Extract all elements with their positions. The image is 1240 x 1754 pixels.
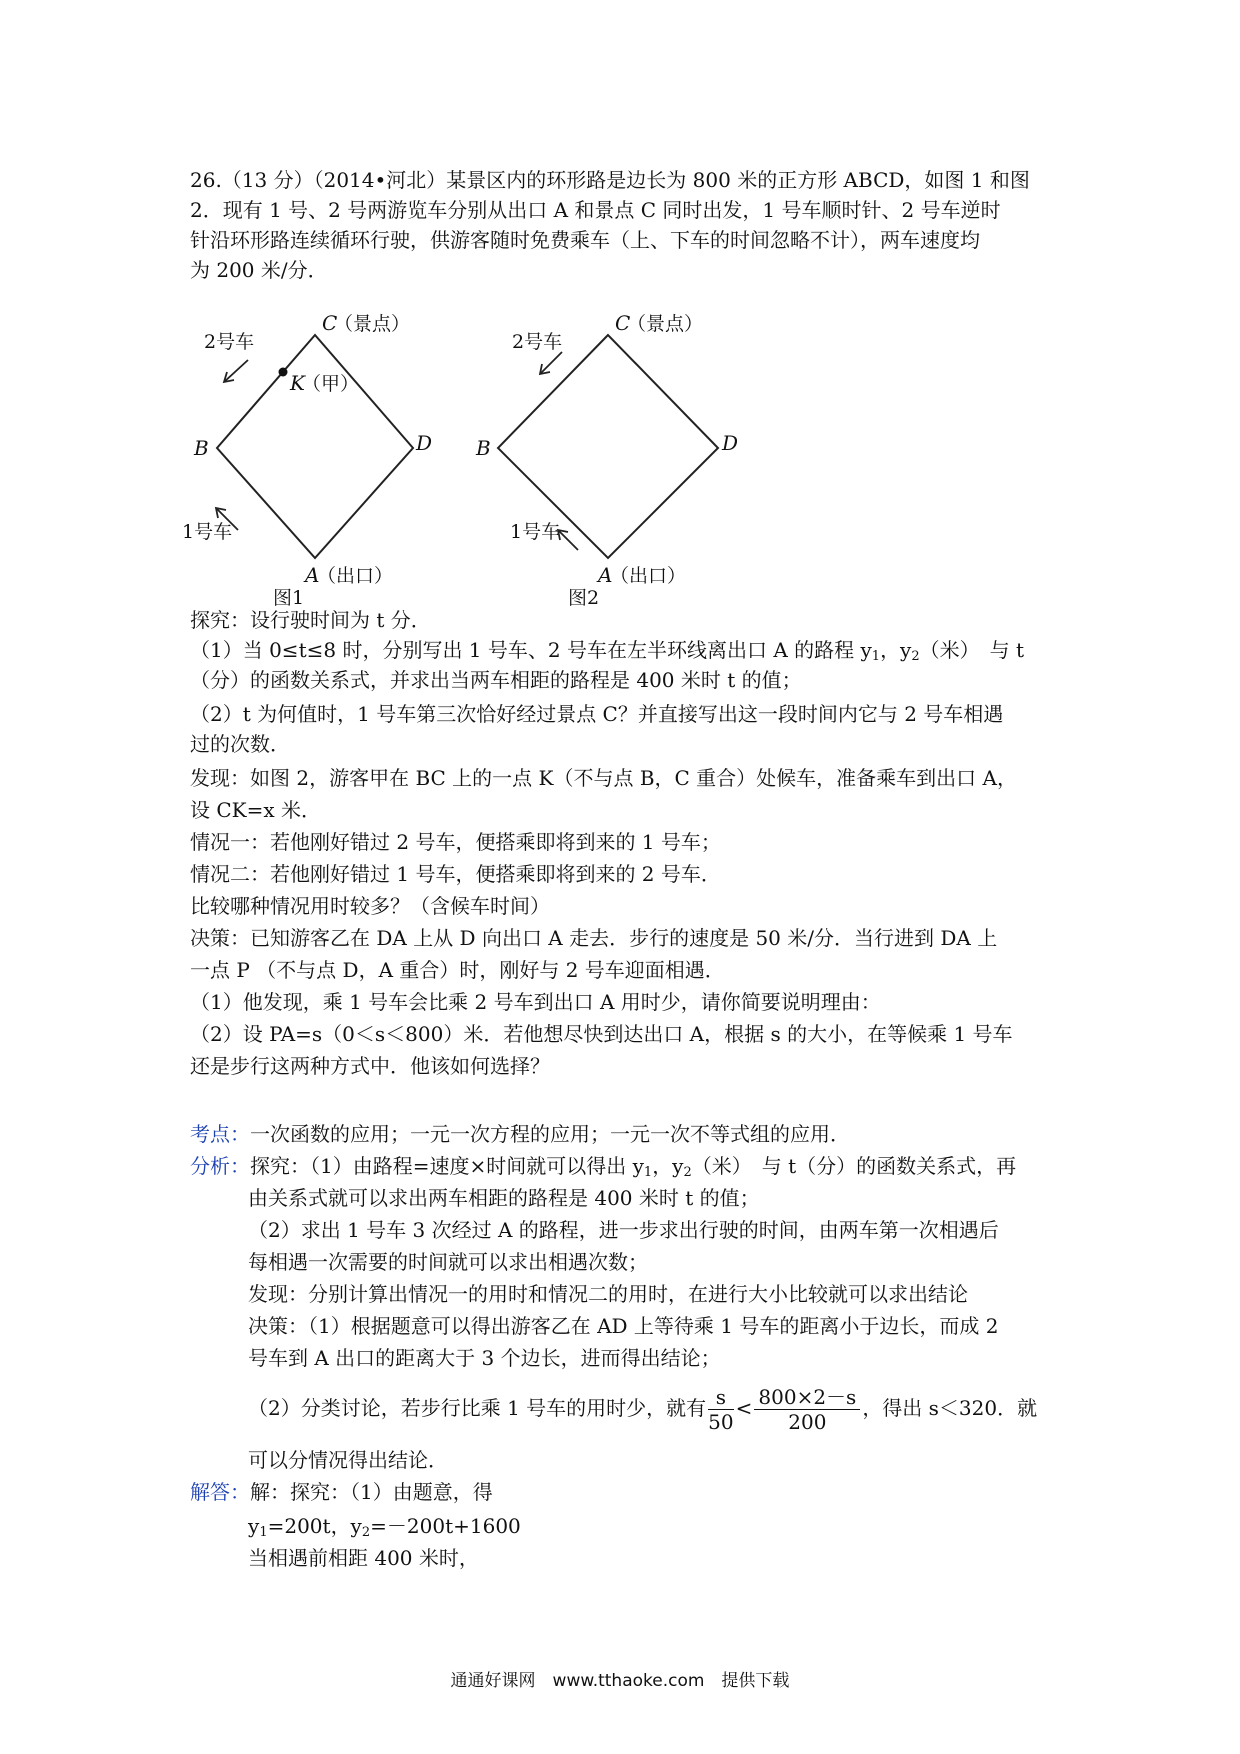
label-b: B — [476, 436, 491, 460]
answer-line: 解答：解：探究：（1）由题意，得 — [190, 1480, 493, 1504]
answer-label: 解答： — [190, 1480, 250, 1504]
label-k-note: （甲） — [302, 373, 360, 395]
figure-1-diagram — [180, 300, 470, 610]
kaodian-label: 考点： — [190, 1122, 250, 1146]
label-k: K — [290, 371, 305, 395]
car-1-label: 1号车 — [182, 521, 233, 543]
discover-line: 设 CK=x 米． — [190, 798, 321, 822]
point-k-marker — [279, 368, 288, 377]
explore-q2-cont: 过的次数． — [190, 732, 290, 756]
problem-header: 26.（13 分）（2014•河北）某景区内的环形路是边长为 800 米的正方形 ABCD，如图 1 和图 — [190, 168, 1030, 192]
problem-line: 2．现有 1 号、2 号两游览车分别从出口 A 和景点 C 同时出发，1 号车顺时针、2 号车逆时 — [190, 198, 1001, 222]
car-1-arrow-icon — [558, 530, 578, 550]
car-2-label: 2号车 — [204, 331, 255, 353]
problem-line: 针沿环形路连续循环行驶，供游客随时免费乘车（上、下车的时间忽略不计），两车速度均 — [190, 228, 980, 252]
fenxi-line: （2）求出 1 号车 3 次经过 A 的路程，进一步求出行驶的时间，由两车第一次相遇后 — [248, 1218, 999, 1242]
discover-line: 发现：如图 2，游客甲在 BC 上的一点 K（不与点 B，C 重合）处候车，准备乘车到出口 A， — [190, 766, 1017, 790]
fenxi-line: 决策：（1）根据题意可以得出游客乙在 AD 上等待乘 1 号车的距离小于边长，而成 2 — [248, 1314, 999, 1338]
label-b: B — [194, 436, 209, 460]
car-1-label: 1号车 — [510, 521, 561, 543]
fraction-1600-minus-s-over-200: $\frac{800\times 2-s}{200}$ — [754, 1385, 860, 1434]
decide-line: 决策：已知游客乙在 DA 上从 D 向出口 A 走去．步行的速度是 50 米/分．当行进到 DA 上 — [190, 926, 998, 950]
fenxi-line: 号车到 A 出口的距离大于 3 个边长，进而得出结论； — [248, 1346, 721, 1370]
figure-1-caption: 图1 — [273, 587, 305, 609]
car-2-arrow-icon — [224, 360, 248, 382]
decide-line: 一点 P （不与点 D，A 重合）时，刚好与 2 号车迎面相遇． — [190, 958, 725, 982]
label-a: A — [305, 563, 320, 587]
label-d: D — [722, 431, 739, 455]
label-d: D — [416, 431, 433, 455]
car-2-label: 2号车 — [512, 331, 563, 353]
figure-2-caption: 图2 — [568, 587, 600, 609]
decide-line: （2）设 PA=s（0＜s＜800）米．若他想尽快到达出口 A，根据 s 的大小，在等候乘 1 号车 — [190, 1022, 1013, 1046]
explore-q1: （1）当 0≤t≤8 时，分别写出 1 号车、2 号车在左半环线离出口 A 的路程 $y_1$，$y_2$（米） 与 t — [190, 638, 1025, 664]
decide-line: 还是步行这两种方式中．他该如何选择？ — [190, 1054, 550, 1078]
figure-2-diagram — [470, 300, 760, 610]
discover-line: 情况一：若他刚好错过 2 号车，便搭乘即将到来的 1 号车； — [190, 830, 721, 854]
fenxi-label: 分析： — [190, 1154, 250, 1178]
fenxi-fraction-line: （2）分类讨论，若步行比乘 1 号车的用时少，就有 $\frac{s}{50}$ < $\frac{800\times 2-s}{200}$ ，得出 s＜320．就 — [248, 1385, 1038, 1434]
fenxi-line: 发现：分别计算出情况一的用时和情况二的用时，在进行大小比较就可以求出结论 — [248, 1282, 968, 1306]
fenxi-line: 可以分情况得出结论． — [248, 1448, 448, 1472]
problem-line: 为 200 米/分． — [190, 258, 328, 282]
fenxi-line: 每相遇一次需要的时间就可以求出相遇次数； — [248, 1250, 648, 1274]
label-a-note: （出口） — [317, 565, 394, 587]
decide-line: （1）他发现，乘 1 号车会比乘 2 号车到出口 A 用时少，请你简要说明理由： — [190, 990, 881, 1014]
kaodian-line: 考点：一次函数的应用；一元一次方程的应用；一元一次不等式组的应用． — [190, 1122, 850, 1146]
label-c-note: （景点） — [627, 313, 704, 335]
car-2-arrow-icon — [540, 352, 562, 374]
discover-line: 情况二：若他刚好错过 1 号车，便搭乘即将到来的 2 号车． — [190, 862, 721, 886]
fenxi-line: 分析：探究：（1）由路程=速度×时间就可以得出 $y_1$，$y_2$（米） 与 t（分）的函数关系式，再 — [190, 1154, 1017, 1180]
discover-line: 比较哪种情况用时较多？（含候车时间） — [190, 894, 550, 918]
answer-line: 当相遇前相距 400 米时， — [248, 1546, 479, 1570]
fenxi-line: 由关系式就可以求出两车相距的路程是 400 米时 t 的值； — [248, 1186, 760, 1210]
label-c: C — [322, 311, 338, 335]
label-c: C — [615, 311, 631, 335]
explore-q1-cont: （分）的函数关系式，并求出当两车相距的路程是 400 米时 t 的值； — [190, 668, 802, 692]
label-a-note: （出口） — [610, 565, 687, 587]
fraction-s-over-50: $\frac{s}{50}$ — [708, 1385, 734, 1434]
answer-equation: $y_1=200t$，$y_2=-200t+1600$ — [248, 1514, 521, 1540]
label-c-note: （景点） — [334, 313, 411, 335]
explore-intro: 探究：设行驶时间为 t 分． — [190, 608, 431, 632]
explore-q2: （2）t 为何值时，1 号车第三次恰好经过景点 C？并直接写出这一段时间内它与 2 号车相遇 — [190, 702, 1004, 726]
label-a: A — [598, 563, 613, 587]
footer-watermark: 通通好课网 www.tthaoke.com 提供下载 — [450, 1671, 790, 1691]
